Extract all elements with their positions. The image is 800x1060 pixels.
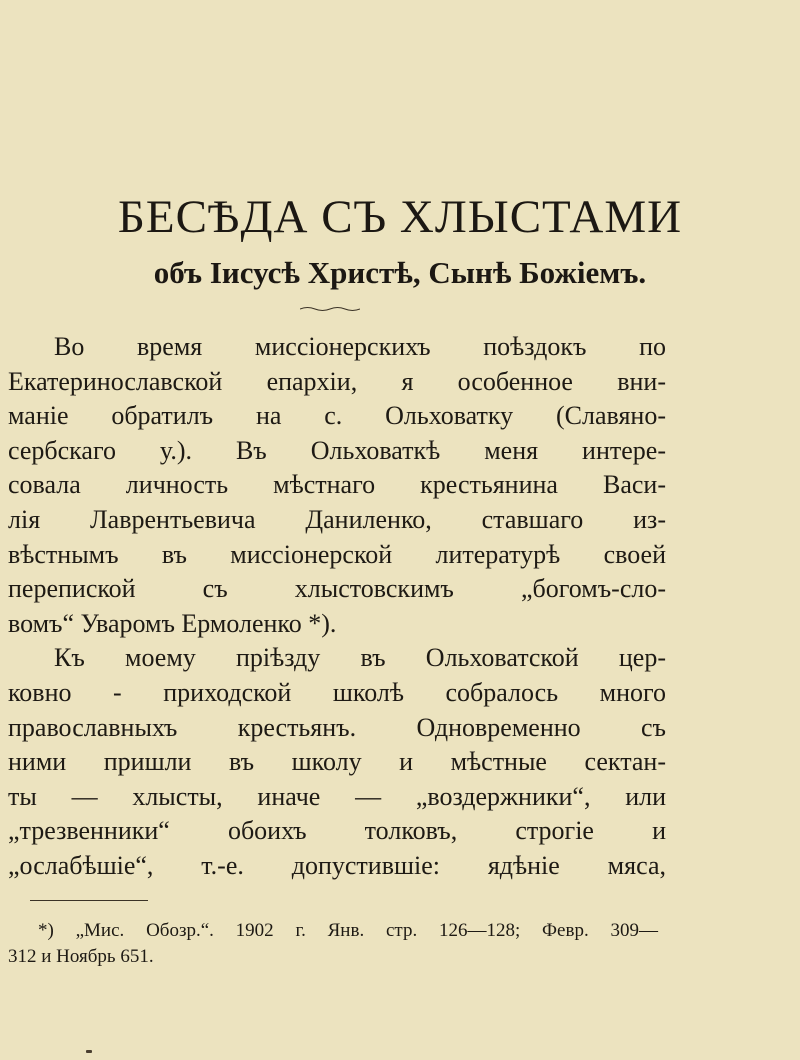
footnote-line: 312 и Ноябрь 651. bbox=[8, 946, 154, 967]
footnote-rule bbox=[30, 900, 148, 901]
text-line: ковно - приходской школѣ собралось много bbox=[8, 677, 666, 707]
document-title: БЕСѢДА СЪ ХЛЫСТАМИ bbox=[117, 191, 683, 243]
footnote bbox=[8, 918, 658, 970]
text-line: лія Лаврентьевича Даниленко, ставшаго из- bbox=[8, 504, 666, 534]
text-line: Къ моему пріѣзду въ Ольховатской цер- bbox=[54, 643, 666, 673]
document-subtitle: объ Іисусѣ Христѣ, Сынѣ Божіемъ. bbox=[153, 255, 647, 290]
text-line: Во время миссіонерскихъ поѣздокъ по bbox=[54, 332, 666, 361]
text-line: „трезвенники“ обоихъ толковъ, строгіе и bbox=[8, 816, 666, 846]
text-line: вомъ“ Уваромъ Ермоленко *). bbox=[8, 608, 337, 638]
text-line: перепиской съ хлыстовскимъ „богомъ-сло- bbox=[8, 574, 666, 604]
text-line: совала личность мѣстнаго крестьянина Васи- bbox=[8, 470, 666, 500]
footnote-line: *) „Мис. Обозр.“. 1902 г. Янв. стр. 126—128; Февр. 309— bbox=[38, 920, 658, 941]
text-line: православныхъ крестьянъ. Одновременно съ bbox=[8, 712, 666, 742]
text-line: Екатеринославской епархіи, я особенное вни- bbox=[8, 366, 666, 396]
text-line: вѣстнымъ въ миссіонерской литературѣ своей bbox=[8, 539, 666, 569]
body-text bbox=[8, 330, 666, 884]
text-line: сербскаго у.). Въ Ольховаткѣ меня интере- bbox=[8, 435, 666, 465]
text-line: маніе обратилъ на с. Ольховатку (Славяно- bbox=[8, 401, 666, 431]
text-line: ними пришли въ школу и мѣстные сектан- bbox=[8, 747, 666, 777]
text-line: „ослабѣшіе“, т.-е. допустившіе: ядѣніе мяса, bbox=[8, 850, 666, 880]
ink-speck bbox=[86, 1050, 92, 1053]
text-line: ты — хлысты, иначе — „воздержники“, или bbox=[8, 781, 666, 811]
ornament-divider bbox=[300, 306, 360, 312]
bleed-through-text bbox=[0, 84, 800, 110]
